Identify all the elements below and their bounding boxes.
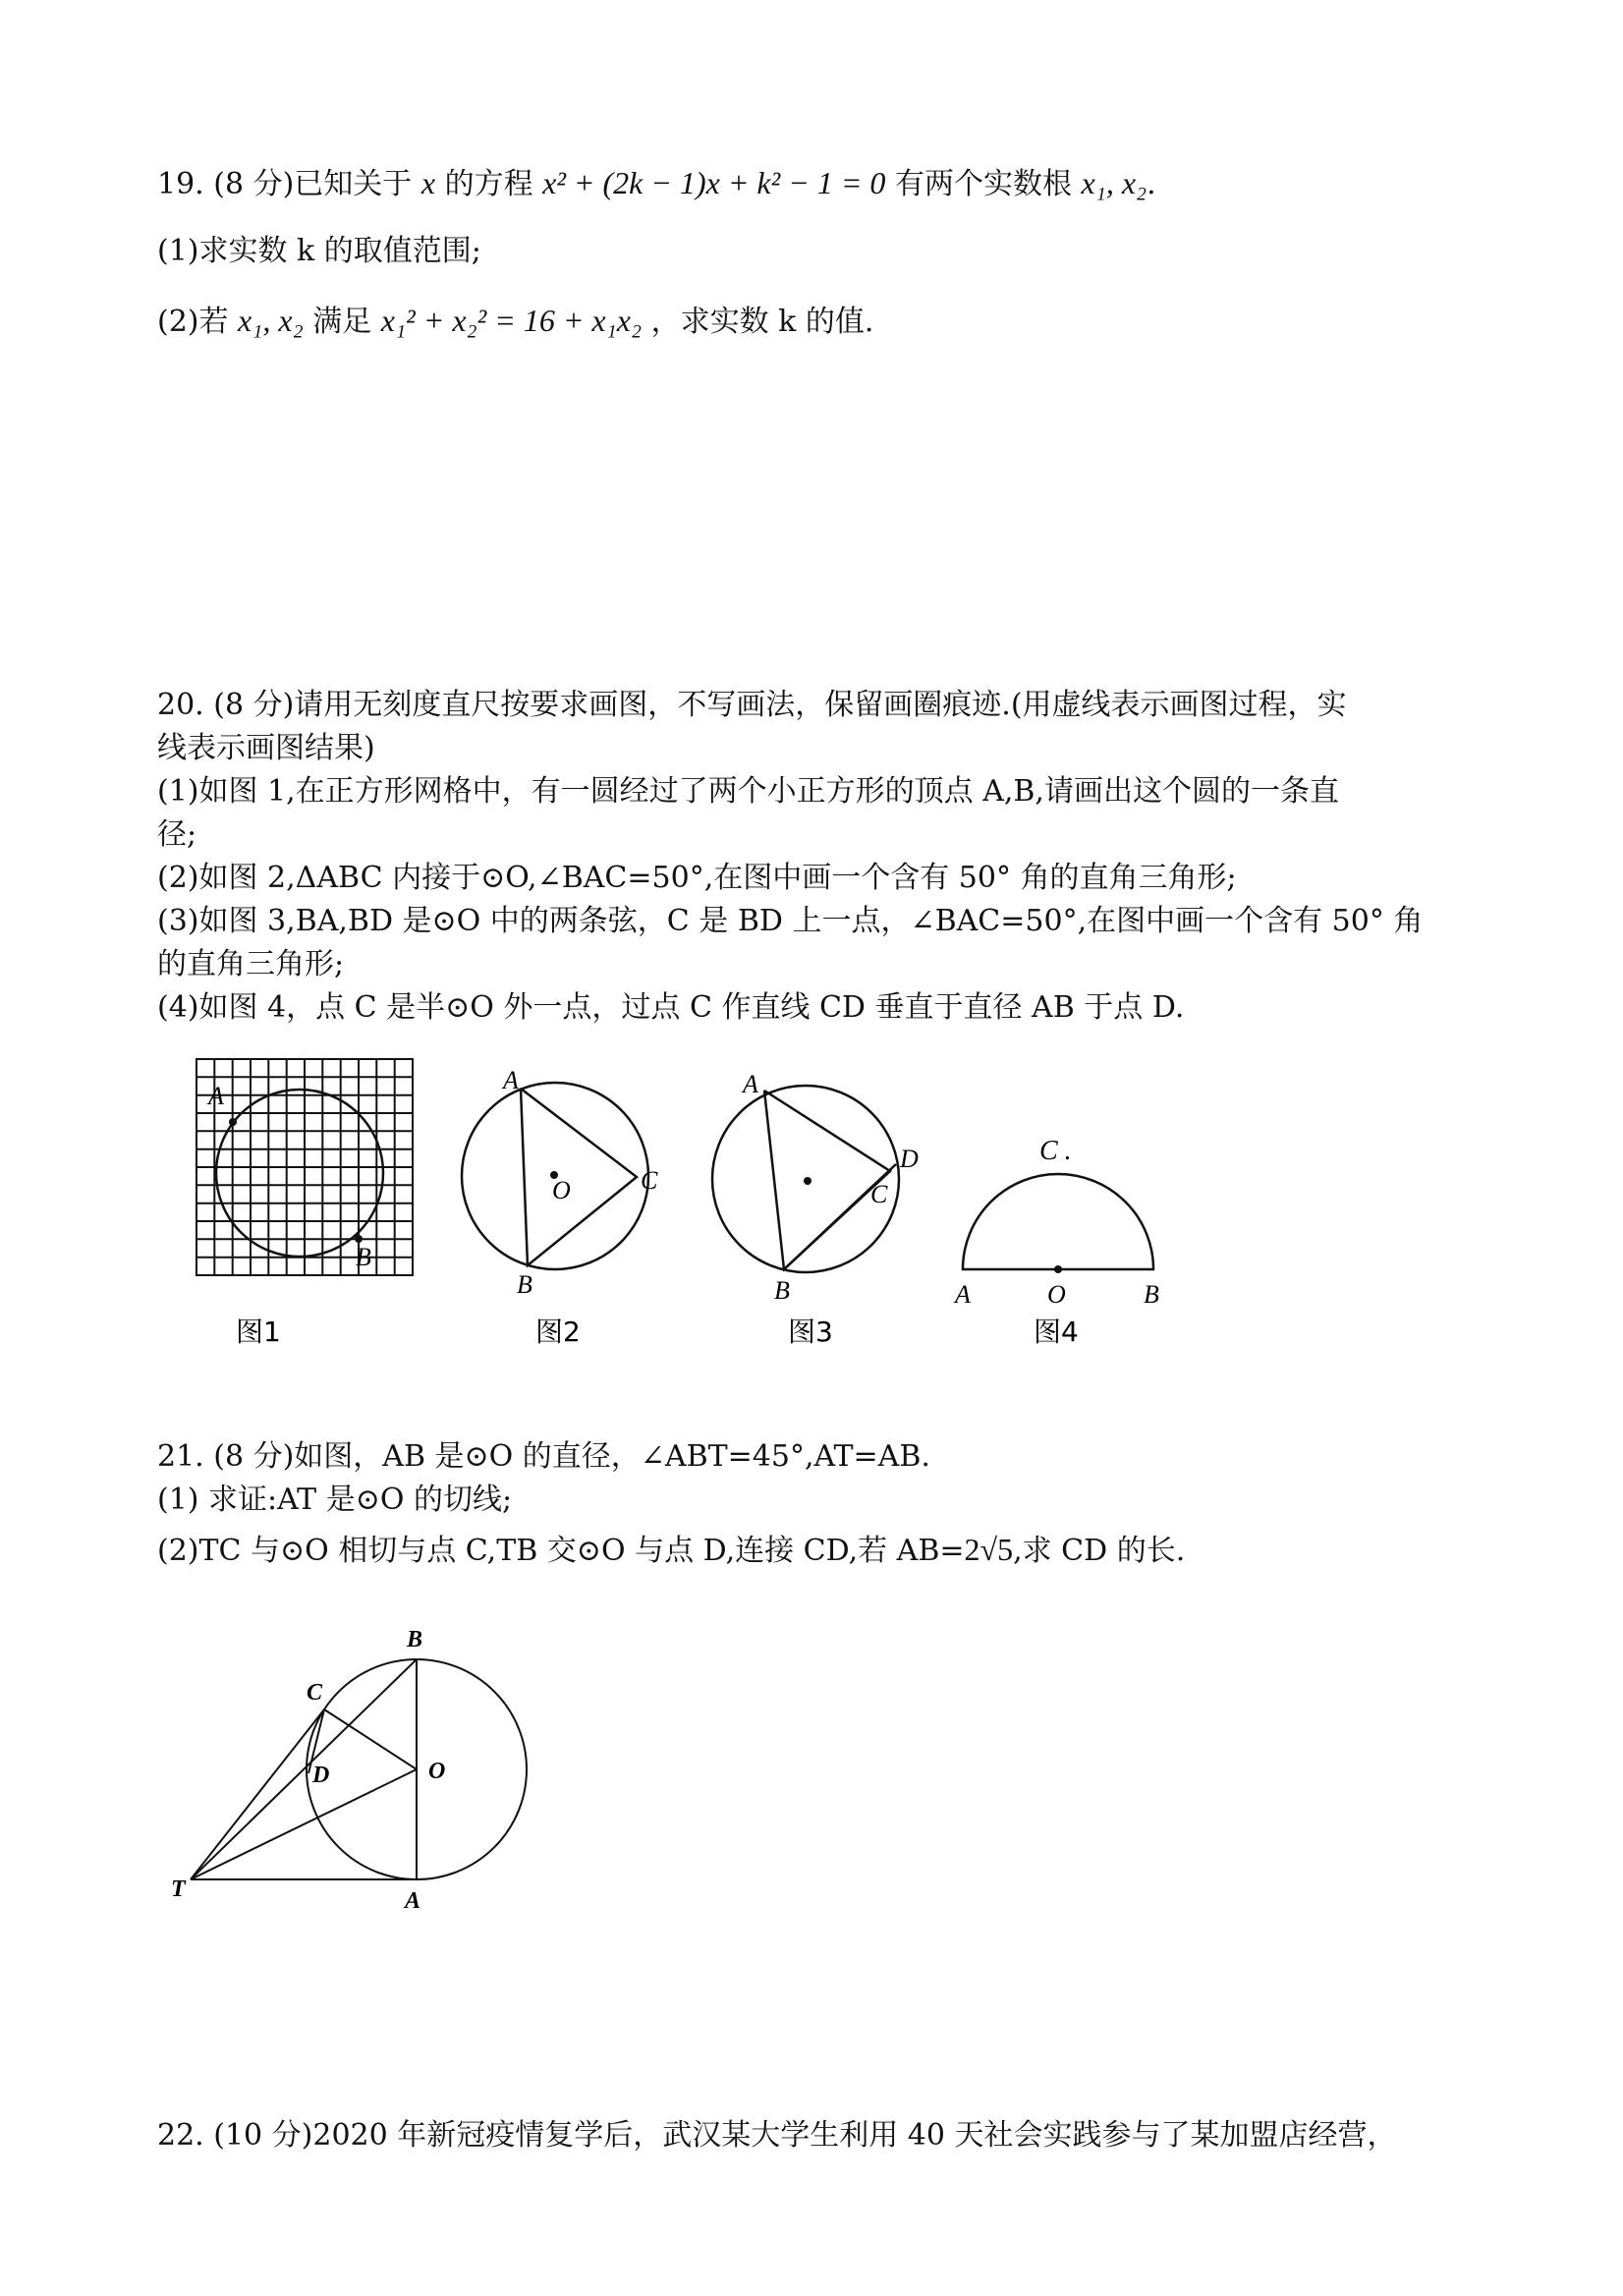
q21-label-t: T bbox=[171, 1876, 186, 1902]
q21-label-d: D bbox=[312, 1763, 330, 1788]
q21-line-tc bbox=[191, 1709, 324, 1879]
fig1-point-a bbox=[229, 1118, 237, 1126]
q21-line-to bbox=[191, 1769, 417, 1879]
q19-sub2-eq: x₁² + x₂² = 16 + x₁x₂ bbox=[380, 303, 643, 338]
q19-mid: 的方程 bbox=[444, 167, 533, 201]
fig4-caption: 图4 bbox=[1034, 1316, 1079, 1348]
q21-line1: 21. (8 分)如图，AB 是⊙O 的直径，∠ABT=45°,AT=AB. bbox=[157, 1439, 930, 1474]
q21-line-tb bbox=[191, 1659, 417, 1879]
q20-line3: (1)如图 1,在正方形网格中，有一圆经过了两个小正方形的顶点 A,B,请画出这个圆的一条直 bbox=[157, 774, 1339, 809]
q20-line6: (3)如图 3,BA,BD 是⊙O 中的两条弦，C 是 BD 上一点，∠BAC=50°,在图中画一个含有 50° 角 bbox=[157, 904, 1424, 938]
fig3-label-a: A bbox=[743, 1070, 758, 1098]
q19-equation: x² + (2k − 1)x + k² − 1 = 0 bbox=[542, 165, 886, 200]
q20-line4: 径; bbox=[157, 817, 197, 852]
fig3-label-b: B bbox=[774, 1276, 790, 1305]
q20-figures bbox=[187, 1041, 1218, 1366]
q21-ab-value: 2√5 bbox=[964, 1532, 1014, 1567]
q19-sub1: (1)求实数 k 的取值范围; bbox=[157, 234, 481, 268]
q21-line3-post: ,求 CD 的长. bbox=[1013, 1534, 1186, 1568]
fig2-label-o: O bbox=[552, 1176, 571, 1204]
fig4-center bbox=[1054, 1265, 1062, 1273]
q20-line1: 20. (8 分)请用无刻度直尺按要求画图，不写画法，保留画圈痕迹.(用虚线表示画图过程，实 bbox=[157, 688, 1347, 722]
q19-sub2-pre: (2)若 bbox=[157, 305, 229, 339]
q20-line5: (2)如图 2,ΔABC 内接于⊙O,∠BAC=50°,在图中画一个含有 50° 角的直角三角形; bbox=[157, 861, 1237, 895]
q19-var: x bbox=[420, 165, 436, 200]
fig3-label-d: D bbox=[900, 1145, 919, 1173]
fig3-label-c: C bbox=[870, 1180, 888, 1208]
q21-line2: (1) 求证:AT 是⊙O 的切线; bbox=[157, 1483, 513, 1517]
q20-line8: (4)如图 4，点 C 是半⊙O 外一点，过点 C 作直线 CD 垂直于直径 AB 于点 D. bbox=[157, 990, 1185, 1025]
fig2-label-b: B bbox=[517, 1270, 532, 1299]
q21-label-b: B bbox=[407, 1627, 423, 1652]
q21-label-c: C bbox=[307, 1680, 323, 1706]
fig4-label-a: A bbox=[955, 1280, 971, 1309]
fig4-label-c: C . bbox=[1039, 1136, 1072, 1166]
fig1-label-a: A bbox=[208, 1082, 224, 1110]
fig2-caption: 图2 bbox=[535, 1316, 581, 1348]
q19-sub2-roots: x₁, x₂ bbox=[238, 303, 304, 338]
q19-tail: . bbox=[1147, 167, 1156, 201]
q21-figure bbox=[157, 1611, 570, 1935]
fig2-label-a: A bbox=[503, 1066, 519, 1094]
q19-post: 有两个实数根 bbox=[894, 167, 1072, 201]
fig2-triangle bbox=[521, 1089, 637, 1265]
q22-line1: 22. (10 分)2020 年新冠疫情复学后，武汉某大学生利用 40 天社会实践参与了某加盟店经营， bbox=[157, 2118, 1397, 2153]
fig1-caption: 图1 bbox=[236, 1316, 281, 1348]
fig3-center bbox=[804, 1177, 812, 1185]
q21-label-a: A bbox=[405, 1888, 421, 1914]
fig4-semicircle bbox=[963, 1174, 1153, 1269]
fig4-label-o: O bbox=[1047, 1280, 1066, 1309]
q19-sub2-mid: 满足 bbox=[312, 305, 372, 339]
fig1-label-b: B bbox=[356, 1243, 371, 1271]
q19-pre: 19. (8 分)已知关于 bbox=[157, 167, 413, 201]
q21-line3 bbox=[157, 1530, 1185, 1571]
q19-sub2-post: ，求实数 k 的值. bbox=[650, 305, 874, 339]
fig1-point-b bbox=[355, 1235, 363, 1243]
fig1-grid bbox=[196, 1059, 413, 1275]
q19-sub2 bbox=[157, 301, 873, 342]
fig2-label-c: C bbox=[641, 1166, 658, 1195]
fig3-caption: 图3 bbox=[788, 1316, 833, 1348]
q19-roots: x₁, x₂ bbox=[1081, 165, 1147, 200]
q21-line3-pre: (2)TC 与⊙O 相切与点 C,TB 交⊙O 与点 D,连接 CD,若 AB= bbox=[157, 1534, 965, 1568]
q20-line7: 的直角三角形; bbox=[157, 947, 345, 981]
fig4-label-b: B bbox=[1144, 1280, 1159, 1309]
q21-label-o: O bbox=[428, 1759, 446, 1784]
q21-line-co bbox=[324, 1709, 417, 1769]
q20-line2: 线表示画图结果) bbox=[157, 731, 375, 765]
q19-stem bbox=[157, 163, 1156, 204]
